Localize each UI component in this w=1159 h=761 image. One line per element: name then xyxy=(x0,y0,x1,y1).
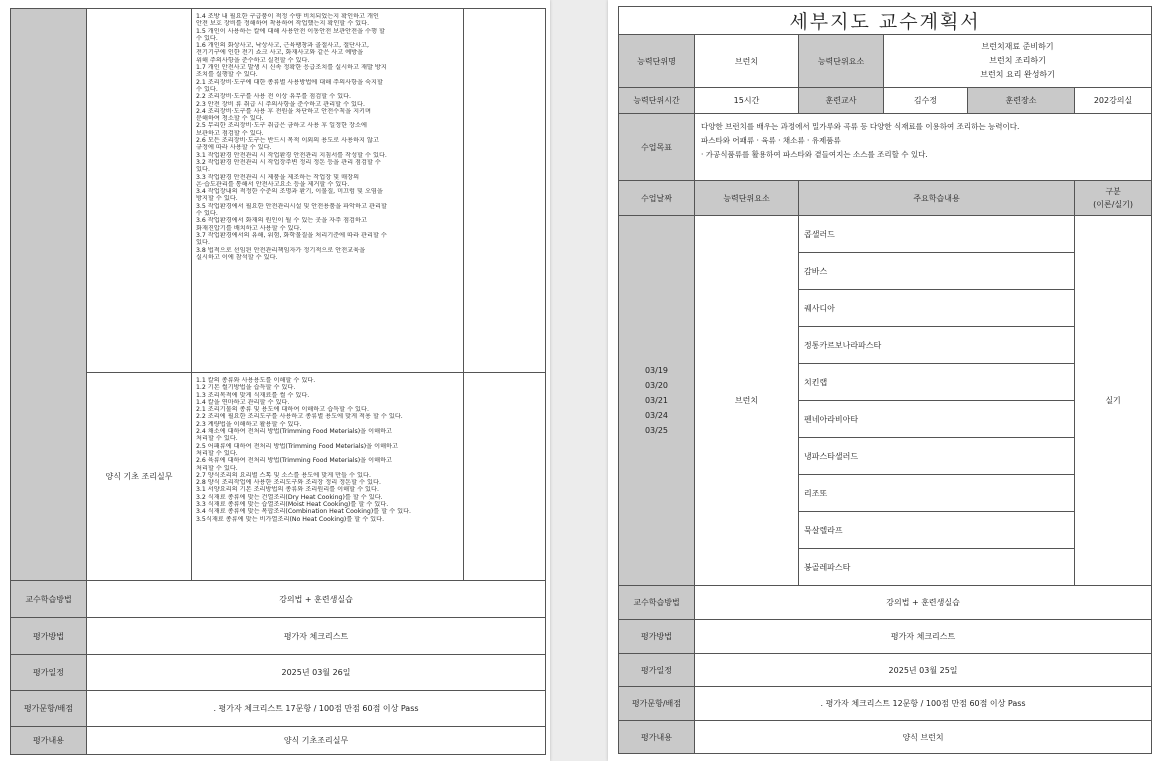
label-eval-date: 평가일정 xyxy=(619,654,695,687)
label-place: 훈련장소 xyxy=(968,88,1075,114)
content-item: 퀘사디아 xyxy=(799,290,1075,327)
safety-item-line: 3.7 작업환경에서의 유해, 위험, 화학물질을 처리기준에 따라 관리할 수 xyxy=(196,231,387,239)
value-eval-score: . 평가자 체크리스트 12문항 / 100점 만점 60점 이상 Pass xyxy=(695,687,1152,721)
unit-element-2: 브런치 조리하기 xyxy=(989,56,1046,65)
date-2: 03/20 xyxy=(644,381,669,390)
date-5: 03/25 xyxy=(644,426,669,435)
value-eval-score: . 평가자 체크리스트 17문항 / 100점 만점 60점 이상 Pass xyxy=(87,691,546,727)
safety-item-line: 2.3 안전 장비 류 취급 시 주의사항을 준수하고 관리할 수 있다. xyxy=(196,100,365,108)
unit-element-brunch: 브런치 xyxy=(695,216,799,586)
basic-item-line: 3.3 식재료 종류에 맞는 습열조리(Moist Heat Cooking)를 할 수 있다. xyxy=(196,501,389,509)
basic-items-list xyxy=(192,373,464,581)
safety-item-line: 2.2 조리장비·도구를 사용 전 이상 유무를 점검할 수 있다. xyxy=(196,93,352,101)
safety-item-line: 규정에 따라 사용할 수 있다. xyxy=(196,144,272,152)
label-eval-method: 평가방법 xyxy=(11,618,87,655)
safety-item-line: 3.4 작업장내의 적정한 수준의 조명과 환기, 이물질, 미끄럼 및 오염을 xyxy=(196,188,383,196)
content-item: 치킨랩 xyxy=(799,364,1075,401)
basic-unit-name: 양식 기초 조리실무 xyxy=(87,373,192,581)
safety-item-line: 수 있다. xyxy=(196,210,218,218)
value-unit-name: 브런치 xyxy=(695,35,799,88)
label-eval-score: 평가문항/배점 xyxy=(619,687,695,721)
col-header-type xyxy=(1075,181,1152,216)
safety-item-line: 있다. xyxy=(196,166,210,174)
safety-item-line: 조치를 실행할 수 있다. xyxy=(196,71,258,79)
label-eval-score: 평가문항/배점 xyxy=(11,691,87,727)
value-eval-date: 2025년 03월 25일 xyxy=(695,654,1152,687)
value-unit-elements xyxy=(884,35,1152,88)
safety-item-line: 온·습도관리를 통해서 안전사고요소 등을 제거할 수 있다. xyxy=(196,180,350,188)
basic-item-line: 1.2 기본 썰기방법을 습득할 수 있다. xyxy=(196,384,296,392)
value-eval-date: 2025년 03월 26일 xyxy=(87,655,546,691)
content-item: 리조또 xyxy=(799,475,1075,512)
basic-item-line: 2.2 조리에 필요한 조리도구를 사용하고 종류별 용도에 맞게 적용 할 수 있다. xyxy=(196,413,403,421)
date-4: 03/24 xyxy=(644,411,669,420)
goal-line-2: 파스타와 어패류 · 육류 · 채소류 · 유제품류 xyxy=(701,136,841,145)
safety-item-line: 3.8 법적으로 선임된 안전관리책임자가 정기적으로 안전교육을 xyxy=(196,246,366,254)
basic-item-line: 2.3 계량법을 이해하고 활용할 수 있다. xyxy=(196,420,302,428)
safety-item-line: 3.3 작업환경 안전관리 시 제품을 제조하는 작업장 및 매장의 xyxy=(196,173,360,181)
basic-item-line: 처리할 수 있다. xyxy=(196,464,238,472)
col-header-type-sub: (이론/실기) xyxy=(1093,200,1133,209)
label-teaching-method: 교수학습방법 xyxy=(619,586,695,620)
basic-item-line: 3.1 서양요리의 기본 조리방법의 종류와 조리원리를 이해할 수 있다. xyxy=(196,486,379,494)
col-header-type-label: 구분 xyxy=(1105,187,1121,196)
safety-item-line: 안전 보호 장비를 정해하여 착용하여 작업했는지 확인할 수 있다. xyxy=(196,20,370,28)
safety-item-line: 전기기구에 인한 전기 쇼크 사고, 화재사고와 같은 사고 예방을 xyxy=(196,49,364,57)
safety-item-line: 3.5 작업환경에서 필요한 안전관리시설 및 안전용품을 파악하고 관리할 xyxy=(196,202,387,210)
type-value: 실기 xyxy=(1075,216,1152,586)
safety-item-line: 수 있다. xyxy=(196,85,218,93)
safety-item-line: 수 있다. xyxy=(196,34,218,42)
safety-item-line: 2.5 무리한 조리장비·도구 취급은 금하고 사용 후 일정한 장소에 xyxy=(196,122,367,130)
col-header-unit-element: 능력단위요소 xyxy=(695,181,799,216)
safety-item-line: 1.7 개인 안전사고 발생 시 신속 정확한 응급조치를 실시하고 재발 방지 xyxy=(196,64,387,72)
basic-item-line: 2.8 양식 조리작업에 사용한 조리도구와 조리장 정리 정돈할 수 있다. xyxy=(196,479,381,487)
safety-item-line: 분해하여 청소할 수 있다. xyxy=(196,115,264,123)
content-item: 냉파스타샐러드 xyxy=(799,438,1075,475)
value-teaching-method: 강의법 + 훈련생실습 xyxy=(87,581,546,618)
safety-item-line: 1.5 개인이 사용하는 칼에 대해 사용안전 이동안전 보관안전을 수행 할 xyxy=(196,27,385,35)
basic-item-line: 2.7 양식조리의 요리별 스톡 및 소스를 용도에 맞게 만들 수 있다. xyxy=(196,471,371,479)
unit-element-1: 브런치재료 준비하기 xyxy=(981,42,1054,51)
left-gray-column xyxy=(11,9,87,581)
safety-item-line: 2.6 모든 조리장비·도구는 반드시 목적 이외의 용도로 사용하지 않고 xyxy=(196,137,379,145)
safety-item-line: 위해 주의사항을 준수하고 실천할 수 있다. xyxy=(196,56,310,64)
left-plan-table xyxy=(10,8,546,755)
safety-item-line: 3.1 작업환경 안전관리 시 작업환경 안전관리 지침서를 작성할 수 있다. xyxy=(196,151,387,159)
safety-item-line: 3.2 작업환경 안전관리 시 작업장주변 정리 정돈 등을 관리 점검할 수 xyxy=(196,158,381,166)
basic-item-line: 1.3 조리목적에 맞게 식재료를 썰 수 있다. xyxy=(196,391,310,399)
value-place: 202강의실 xyxy=(1075,88,1152,114)
safety-item-line: 1.6 개인의 화상사고, 낙상사고, 근육팽창과 골절사고, 절단사고, xyxy=(196,42,369,50)
col-header-content: 주요학습내용 xyxy=(799,181,1075,216)
value-teaching-method: 강의법 + 훈련생실습 xyxy=(695,586,1152,620)
right-plan-table xyxy=(618,6,1152,754)
basic-item-line: 1.4 칼을 연마하고 관리할 수 있다. xyxy=(196,398,290,406)
basic-type-cell xyxy=(464,373,546,581)
value-eval-content: 양식 기초조리실무 xyxy=(87,727,546,755)
safety-item-line: 1.4 조방 내 필요한 구급품이 적정 수량 비치되었는지 확인하고 개인 xyxy=(196,13,379,20)
basic-item-line: 2.1 조리기물의 종류 및 용도에 대하여 이해하고 습득할 수 있다. xyxy=(196,406,369,414)
safety-item-line: 3.6 작업환경에서 화재의 원인이 될 수 있는 곳을 자주 점검하고 xyxy=(196,217,367,225)
page-title: 세부지도 교수계획서 xyxy=(619,7,1152,35)
safety-item-line: 있다. xyxy=(196,239,210,247)
basic-item-line: 처리할 수 있다. xyxy=(196,435,238,443)
label-unit-name: 능력단위명 xyxy=(619,35,695,88)
content-item: 묵살렐라프 xyxy=(799,512,1075,549)
goal-line-1: 다양한 브런치를 배우는 과정에서 밀가루와 곡류 등 다양한 식재료를 이용하여 조리하는 능력이다. xyxy=(701,122,1020,131)
col-header-date: 수업날짜 xyxy=(619,181,695,216)
date-1: 03/19 xyxy=(644,366,669,375)
right-page xyxy=(608,0,1159,761)
content-item: 콥샐러드 xyxy=(799,216,1075,253)
basic-item-line: 3.4 식재료 종류에 맞는 복합조리(Combination Heat Cooking)를 할 수 있다. xyxy=(196,508,412,516)
label-eval-content: 평가내용 xyxy=(619,721,695,754)
basic-item-line: 3.2 식재료 종류에 맞는 건열조리(Dry Heat Cooking)를 할 수 있다. xyxy=(196,493,383,501)
left-page xyxy=(0,0,550,761)
basic-item-line: 1.1 칼의 종류와 사용용도를 이해할 수 있다. xyxy=(196,377,316,384)
value-eval-method: 평가자 체크리스트 xyxy=(695,620,1152,654)
basic-item-line: 처리할 수 있다. xyxy=(196,449,238,457)
class-goal xyxy=(695,114,1152,181)
safety-unit-cell xyxy=(87,9,192,373)
safety-item-line: 2.4 조리장비·도구를 사용 후 전원을 차단하고 안전수칙을 지키며 xyxy=(196,107,372,115)
date-3: 03/21 xyxy=(644,396,669,405)
content-item: 정통카르보나라파스타 xyxy=(799,327,1075,364)
basic-item-line: 2.4 채소에 대하여 전처리 방법(Trimming Food Meterials)을 이해하고 xyxy=(196,428,393,436)
label-eval-method: 평가방법 xyxy=(619,620,695,654)
basic-item-line: 2.5 어패류에 대하여 전처리 방법(Trimming Food Meterials)을 이해하고 xyxy=(196,442,399,450)
safety-type-cell xyxy=(464,9,546,373)
content-item: 봉골레파스타 xyxy=(799,549,1075,586)
label-teacher: 훈련교사 xyxy=(799,88,884,114)
goal-line-3: · 가공식품류를 활용하여 파스타와 곁들여지는 소스를 조리할 수 있다. xyxy=(701,150,928,159)
label-eval-content: 평가내용 xyxy=(11,727,87,755)
safety-item-line: 실시하고 이에 참석할 수 있다. xyxy=(196,253,278,261)
label-unit-element: 능력단위요소 xyxy=(799,35,884,88)
label-eval-date: 평가일정 xyxy=(11,655,87,691)
safety-item-line: 방지할 수 있다. xyxy=(196,195,238,203)
basic-item-line: 2.6 육류에 대하여 전처리 방법(Trimming Food Meterials)을 이해하고 xyxy=(196,457,393,465)
label-teaching-method: 교수학습방법 xyxy=(11,581,87,618)
label-class-goal: 수업목표 xyxy=(619,114,695,181)
safety-item-line: 화재진압기를 배치하고 사용할 수 있다. xyxy=(196,224,302,232)
safety-item-line: 보관하고 점검할 수 있다. xyxy=(196,129,264,137)
value-eval-method: 평가자 체크리스트 xyxy=(87,618,546,655)
value-unit-time: 15시간 xyxy=(695,88,799,114)
label-unit-time: 능력단위시간 xyxy=(619,88,695,114)
class-dates xyxy=(619,216,695,586)
safety-items-list xyxy=(192,9,464,373)
value-teacher: 김수정 xyxy=(884,88,968,114)
unit-element-3: 브런치 요리 완성하기 xyxy=(980,70,1055,79)
safety-item-line: 2.1 조리장비·도구에 대한 종류별 사용방법에 대해 주의사항을 숙지할 xyxy=(196,78,383,86)
content-item: 감바스 xyxy=(799,253,1075,290)
content-item: 펜네아라비아타 xyxy=(799,401,1075,438)
value-eval-content: 양식 브런치 xyxy=(695,721,1152,754)
basic-item-line: 3.5식재료 종류에 맞는 비가열조리(No Heat Cooking)를 할 수 있다. xyxy=(196,515,385,523)
